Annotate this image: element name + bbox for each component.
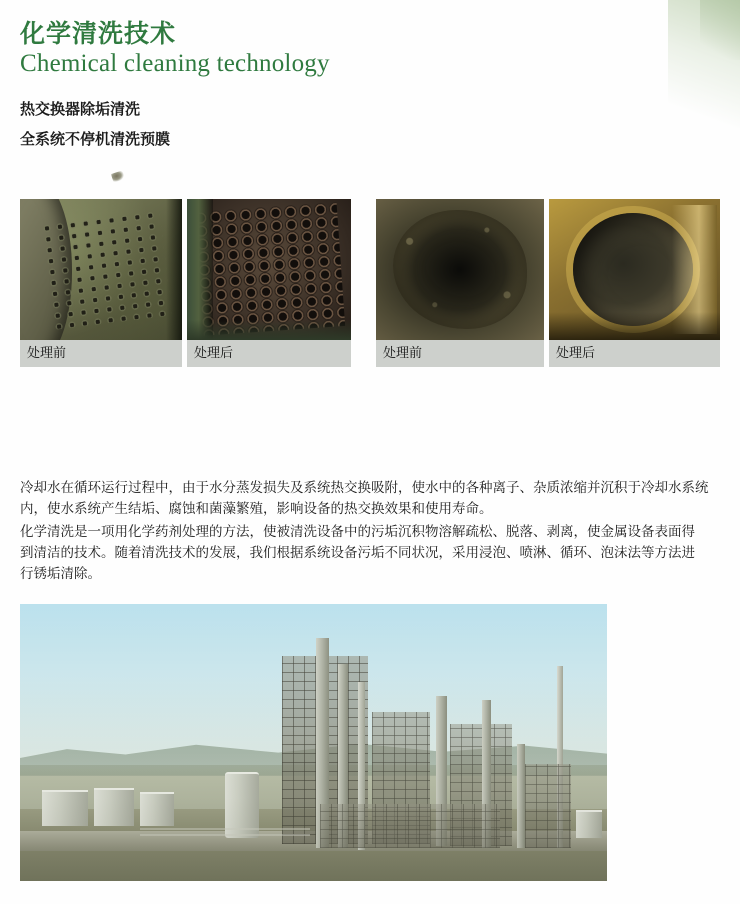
caption-after: 处理后 [549, 340, 720, 367]
caption-before: 处理前 [376, 340, 544, 367]
figure-before-tubesheet [20, 199, 182, 367]
scan-artifact-smudge [668, 0, 740, 128]
subtitle-online-cleaning: 全系统不停机清洗预膜 [20, 130, 171, 148]
body-paragraph-2: 化学清洗是一项用化学药剂处理的方法，使被清洗设备中的污垢沉积物溶解疏松、脱落、剥离，使金属设备表面得到清洁的技术。随着清洗技术的发展，我们根据系统设备污垢不同状况，采用浸泡、喷淋、循环、泡沫法等方法进行锈垢清除。 [20, 524, 695, 582]
figure-before-pipe [376, 199, 544, 367]
photo-pipe-fouled [376, 199, 544, 340]
figure-after-tubebundle [187, 199, 351, 367]
photo-tubebundle-cleaned [187, 199, 351, 340]
page-title-chinese: 化学清洗技术 [20, 19, 177, 48]
subtitle-heat-exchanger: 热交换器除垢清洗 [20, 100, 141, 118]
scan-speck [111, 170, 125, 182]
page-title-english: Chemical cleaning technology [20, 50, 330, 77]
figure-group-pipe-interior [376, 199, 720, 367]
body-paragraph-1: 冷却水在循环运行过程中，由于水分蒸发损失及系统热交换吸附，使水中的各种离子、杂质浓缩并沉积于冷却水系统内，使水系统产生结垢、腐蚀和菌藻繁殖，影响设备的热交换效果和使用寿命。 [20, 480, 709, 517]
photo-refinery-plant [20, 604, 607, 881]
caption-before: 处理前 [20, 340, 182, 367]
photo-tubesheet-fouled [20, 199, 182, 340]
figure-group-heat-exchanger [20, 199, 351, 367]
photo-pipe-cleaned [549, 199, 720, 340]
scan-artifact-smudge-inner [700, 0, 740, 60]
figure-after-pipe [549, 199, 720, 367]
caption-after: 处理后 [187, 340, 351, 367]
